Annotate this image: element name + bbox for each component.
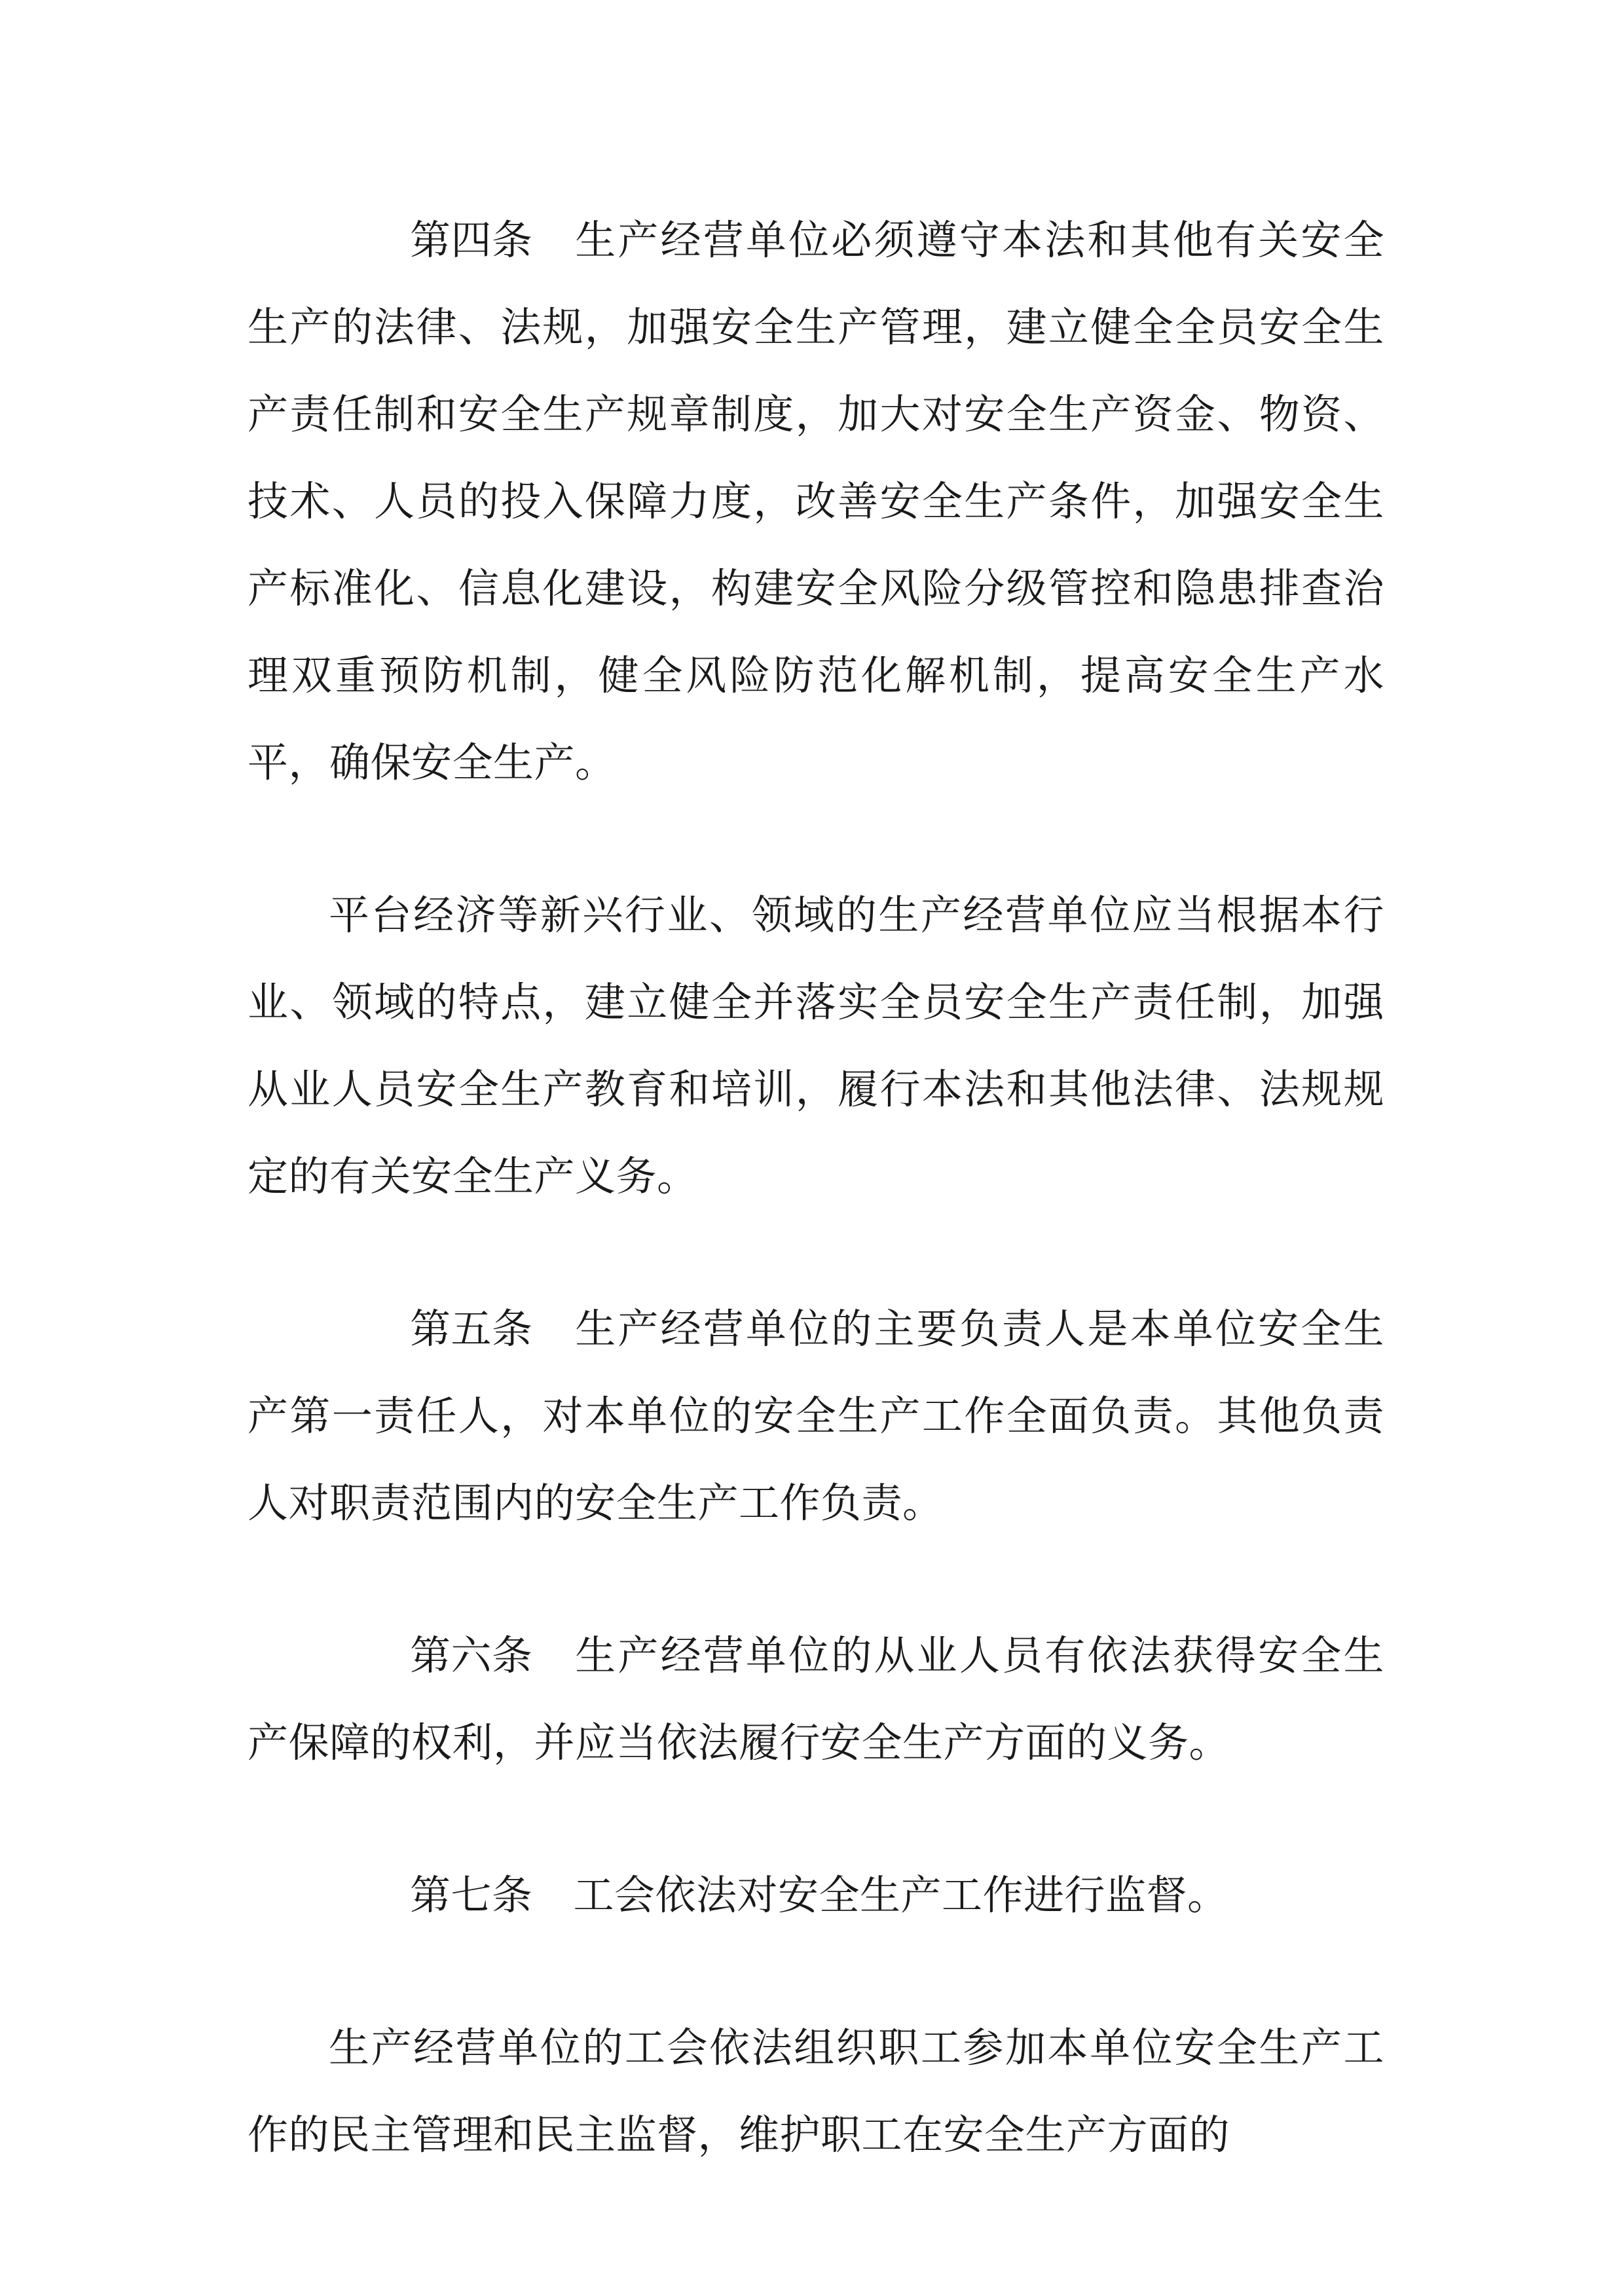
paragraph-article-4-clause-2 xyxy=(248,871,1384,1220)
paragraph-text: 平台经济等新兴行业、领域的生产经营单位应当根据本行业、领域的特点，建立健全并落实全员安全生产责任制，加强从业人员安全生产教育和培训，履行本法和其他法律、法规规定的有关安全生产义务。 xyxy=(248,891,1384,1200)
document-body xyxy=(248,196,1384,2244)
article-number: 第六条 xyxy=(410,1631,533,1679)
article-number: 第五条 xyxy=(410,1305,533,1353)
paragraph-text: 生产经营单位必须遵守本法和其他有关安全生产的法律、法规，加强安全生产管理，建立健全全员安全生产责任制和安全生产规章制度，加大对安全生产资金、物资、技术、人员的投入保障力度，改善安全生产条件，加强安全生产标准化、信息化建设，构建安全风险分级管控和隐患排查治理双重预防机制，健全风险防范化解机制，提高安全生产水平，确保安全生产。 xyxy=(248,216,1384,786)
paragraph-text: 工会依法对安全生产工作进行监督。 xyxy=(573,1871,1228,1919)
paragraph-article-4 xyxy=(248,196,1384,806)
paragraph-text: 生产经营单位的从业人员有依法获得安全生产保障的权利，并应当依法履行安全生产方面的义务。 xyxy=(248,1631,1384,1766)
paragraph-article-6 xyxy=(248,1612,1384,1786)
paragraph-article-7 xyxy=(248,1851,1384,1939)
paragraph-text: 生产经营单位的主要负责人是本单位安全生产第一责任人，对本单位的安全生产工作全面负责。其他负责人对职责范围内的安全生产工作负责。 xyxy=(248,1305,1384,1527)
paragraph-article-5 xyxy=(248,1285,1384,1546)
paragraph-text: 生产经营单位的工会依法组织职工参加本单位安全生产工作的民主管理和民主监督，维护职工在安全生产方面的 xyxy=(248,2024,1384,2159)
article-number: 第四条 xyxy=(410,216,533,264)
paragraph-article-7-clause-2 xyxy=(248,2004,1384,2178)
article-number: 第七条 xyxy=(410,1871,533,1919)
